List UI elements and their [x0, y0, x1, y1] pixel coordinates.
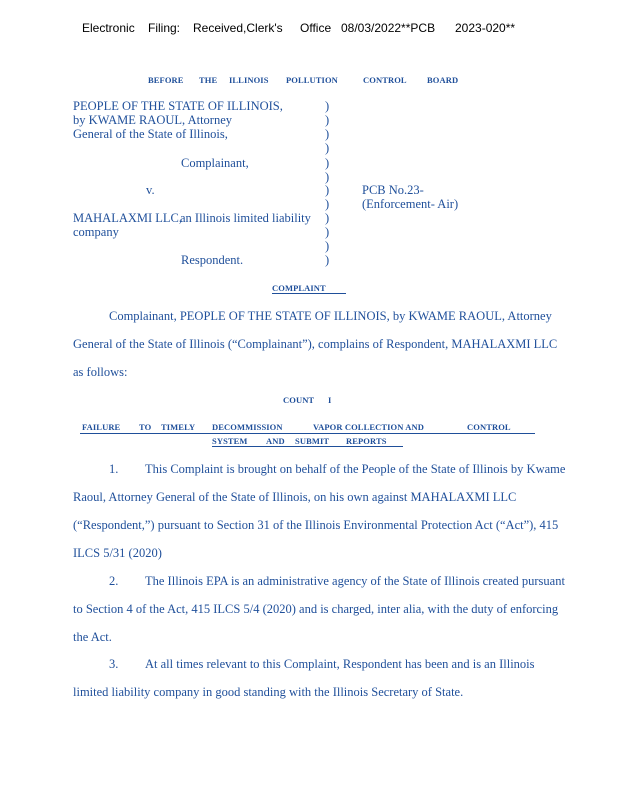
- filing-header-case: 2023-020**: [455, 21, 516, 35]
- caption-line: an Illinois limited liability: [180, 211, 311, 225]
- caption-bracket: ): [325, 99, 330, 113]
- caption-bracket: ): [325, 156, 330, 170]
- caption-bracket: ): [325, 170, 330, 184]
- caption-line: General of the State of Illinois,: [73, 127, 228, 141]
- caption-line: by KWAME RAOUL, Attorney: [73, 113, 233, 127]
- caption-bracket: ): [325, 253, 330, 267]
- caption-line: v.: [146, 183, 155, 197]
- paragraph-line: limited liability company in good standing with the Illinois Secretary of State.: [73, 685, 464, 699]
- filing-header-part: Filing:: [148, 21, 181, 35]
- subtitle-word: SUBMIT: [295, 436, 330, 446]
- intro-line: General of the State of Illinois (“Complainant”), complains of Respondent, MAHALAXMI LLC: [73, 337, 558, 351]
- subtitle-word: FAILURE: [82, 422, 121, 432]
- paragraph-number: 2.: [109, 574, 119, 588]
- caption-bracket: ): [325, 183, 330, 197]
- filing-header-part: Office: [300, 21, 332, 35]
- subtitle-word: AND: [266, 436, 285, 446]
- case-number: PCB No.23-: [362, 183, 424, 197]
- paragraph-line: At all times relevant to this Complaint, Respondent has been and is an Illinois: [145, 657, 535, 671]
- subtitle-word: TIMELY: [161, 422, 196, 432]
- paragraph-line: to Section 4 of the Act, 415 ILCS 5/4 (2020) and is charged, inter alia, with the duty of enforcing: [73, 602, 559, 616]
- subtitle-word: VAPOR COLLECTION AND: [313, 422, 424, 432]
- subtitle-word: REPORTS: [346, 436, 387, 446]
- subtitle-underline: [212, 446, 403, 447]
- subtitle-word: CONTROL: [467, 422, 511, 432]
- caption-bracket: ): [325, 141, 330, 155]
- paragraph-line: The Illinois EPA is an administrative agency of the State of Illinois created pursuant: [145, 574, 565, 588]
- subtitle-word: DECOMMISSION: [212, 422, 283, 432]
- complaint-heading: COMPLAINT: [272, 283, 346, 294]
- caption-line: company: [73, 225, 119, 239]
- filing-header-part: Electronic: [82, 21, 135, 35]
- caption-bracket: ): [325, 127, 330, 141]
- board-title-word: POLLUTION: [286, 75, 338, 85]
- paragraph-number: 3.: [109, 657, 119, 671]
- caption-bracket: ): [325, 239, 330, 253]
- caption-bracket: ): [325, 197, 330, 211]
- board-title-word: CONTROL: [363, 75, 407, 85]
- caption-bracket: ): [325, 113, 330, 127]
- paragraph-line: the Act.: [73, 630, 112, 644]
- filing-header-part: Received,Clerk's: [193, 21, 283, 35]
- paragraph-line: ILCS 5/31 (2020): [73, 546, 162, 560]
- subtitle-word: TO: [139, 422, 152, 432]
- paragraph-line: Raoul, Attorney General of the State of Illinois, on his own against MAHALAXMI LLC: [73, 490, 517, 504]
- case-type: (Enforcement- Air): [362, 197, 459, 211]
- paragraph-number: 1.: [109, 462, 119, 476]
- board-title-word: BOARD: [427, 75, 459, 85]
- caption-line: Respondent.: [181, 253, 244, 267]
- count-heading-number: I: [328, 395, 332, 405]
- board-title-word: THE: [199, 75, 218, 85]
- caption-line: PEOPLE OF THE STATE OF ILLINOIS,: [73, 99, 283, 113]
- count-heading-word: COUNT: [283, 395, 315, 405]
- subtitle-word: SYSTEM: [212, 436, 248, 446]
- intro-line: as follows:: [73, 365, 128, 379]
- intro-line: Complainant, PEOPLE OF THE STATE OF ILLINOIS, by KWAME RAOUL, Attorney: [109, 309, 552, 323]
- board-title-word: BEFORE: [148, 75, 184, 85]
- board-title-word: ILLINOIS: [229, 75, 269, 85]
- caption-bracket: ): [325, 211, 330, 225]
- filing-header-date: 08/03/2022**PCB: [341, 21, 436, 35]
- subtitle-underline: [80, 433, 535, 434]
- paragraph-line: This Complaint is brought on behalf of the People of the State of Illinois by Kwame: [145, 462, 566, 476]
- caption-line: MAHALAXMI LLC,: [73, 211, 183, 225]
- caption-line: Complainant,: [181, 156, 249, 170]
- caption-bracket: ): [325, 225, 330, 239]
- paragraph-line: (“Respondent,”) pursuant to Section 31 of the Illinois Environmental Protection Act (“Act”), 415: [73, 518, 559, 532]
